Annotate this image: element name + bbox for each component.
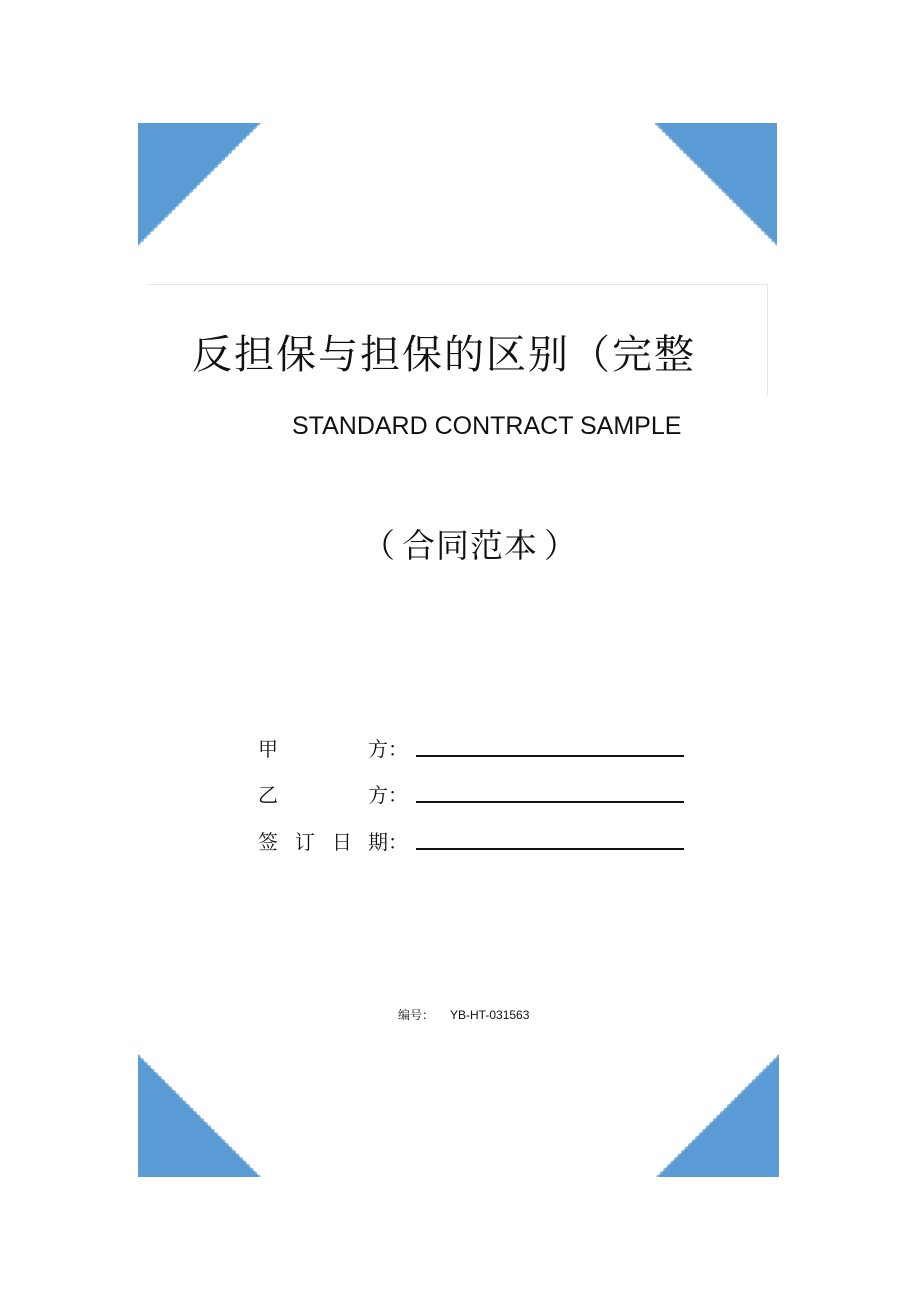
subtitle-chinese-text: 合同范本 (402, 526, 538, 565)
subtitle-open-paren: （ (362, 526, 396, 565)
party-b-label-suffix: 方： (368, 783, 408, 807)
party-b-blank-line[interactable] (416, 801, 684, 803)
subtitle-chinese (356, 520, 584, 567)
title-frame (148, 284, 768, 396)
corner-decoration-bottom-left (138, 1053, 262, 1177)
corner-decoration-top-right (653, 123, 777, 247)
party-a-field (258, 733, 688, 763)
party-b-field (258, 779, 688, 809)
serial-label: 编号： (398, 1008, 435, 1022)
party-a-label-char: 甲 (258, 737, 278, 761)
sign-date-label-char-4: 期： (368, 830, 408, 854)
sign-date-label-char-2: 订 (295, 830, 315, 854)
sign-date-field (258, 826, 688, 856)
corner-decoration-bottom-right (655, 1053, 779, 1177)
sign-date-blank-line[interactable] (416, 848, 684, 850)
corner-decoration-top-left (138, 123, 262, 247)
serial-number (398, 1006, 529, 1023)
sign-date-label-char-3: 日 (332, 830, 352, 854)
sign-date-label-char-1: 签 (258, 830, 278, 854)
subtitle-close-paren: ） (544, 526, 578, 565)
party-a-label-suffix: 方： (368, 737, 408, 761)
party-a-blank-line[interactable] (416, 755, 684, 757)
document-title: 反担保与担保的区别（完整 (192, 332, 696, 378)
subtitle-english: STANDARD CONTRACT SAMPLE (292, 412, 682, 440)
party-b-label-char: 乙 (258, 783, 278, 807)
serial-value: YB-HT-031563 (450, 1008, 530, 1022)
